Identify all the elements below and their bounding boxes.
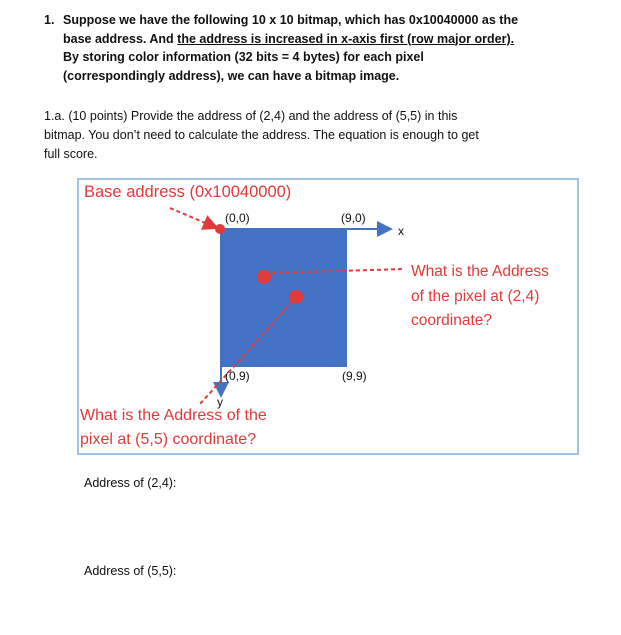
question-pixel-5-5-line-2: pixel at (5,5) coordinate? xyxy=(80,431,257,448)
answer-label-2-4: Address of (2,4): xyxy=(84,476,177,490)
origin-dot xyxy=(215,224,225,234)
question-line-2-plain: base address. And xyxy=(63,31,178,46)
question-number: 1. xyxy=(44,13,55,27)
question-line-1: Suppose we have the following 10 x 10 bitmap, which has 0x10040000 as the xyxy=(63,13,519,27)
question-pixel-2-4 xyxy=(411,260,549,334)
corner-label-top-right: (9,0) xyxy=(341,211,366,225)
y-axis-label: y xyxy=(217,395,223,409)
corner-label-bottom-right: (9,9) xyxy=(342,369,367,383)
question-pixel-2-4-line-3: coordinate? xyxy=(411,312,493,329)
subquestion-line-1: 1.a. (10 points) Provide the address of (2,4) and the address of (5,5) in this xyxy=(44,109,458,123)
question-pixel-2-4-line-1: What is the Address xyxy=(411,263,549,280)
question-pixel-5-5-line-1: What is the Address of the xyxy=(80,407,267,424)
subquestion-line-2: bitmap. You don’t need to calculate the address. The equation is enough to get xyxy=(44,128,479,142)
question-pixel-5-5 xyxy=(80,404,267,452)
corner-label-bottom-left: (0,9) xyxy=(225,369,250,383)
question-line-3: By storing color information (32 bits = 4 bytes) for each pixel xyxy=(63,50,424,64)
answer-label-5-5: Address of (5,5): xyxy=(84,564,177,578)
x-axis-label: x xyxy=(398,224,404,238)
base-address-label: Base address (0x10040000) xyxy=(84,183,292,201)
question-line-2-underlined: the address is increased in x-axis first (row major order). xyxy=(177,31,515,46)
base-address-arrow xyxy=(170,208,217,228)
subquestion-line-3: full score. xyxy=(44,147,98,161)
bitmap-square xyxy=(220,230,347,367)
question-pixel-2-4-line-2: of the pixel at (2,4) xyxy=(411,287,540,305)
pixel-2-4-dot xyxy=(257,270,271,284)
corner-label-top-left: (0,0) xyxy=(225,211,250,225)
question-line-4: (correspondingly address), we can have a bitmap image. xyxy=(63,68,400,83)
